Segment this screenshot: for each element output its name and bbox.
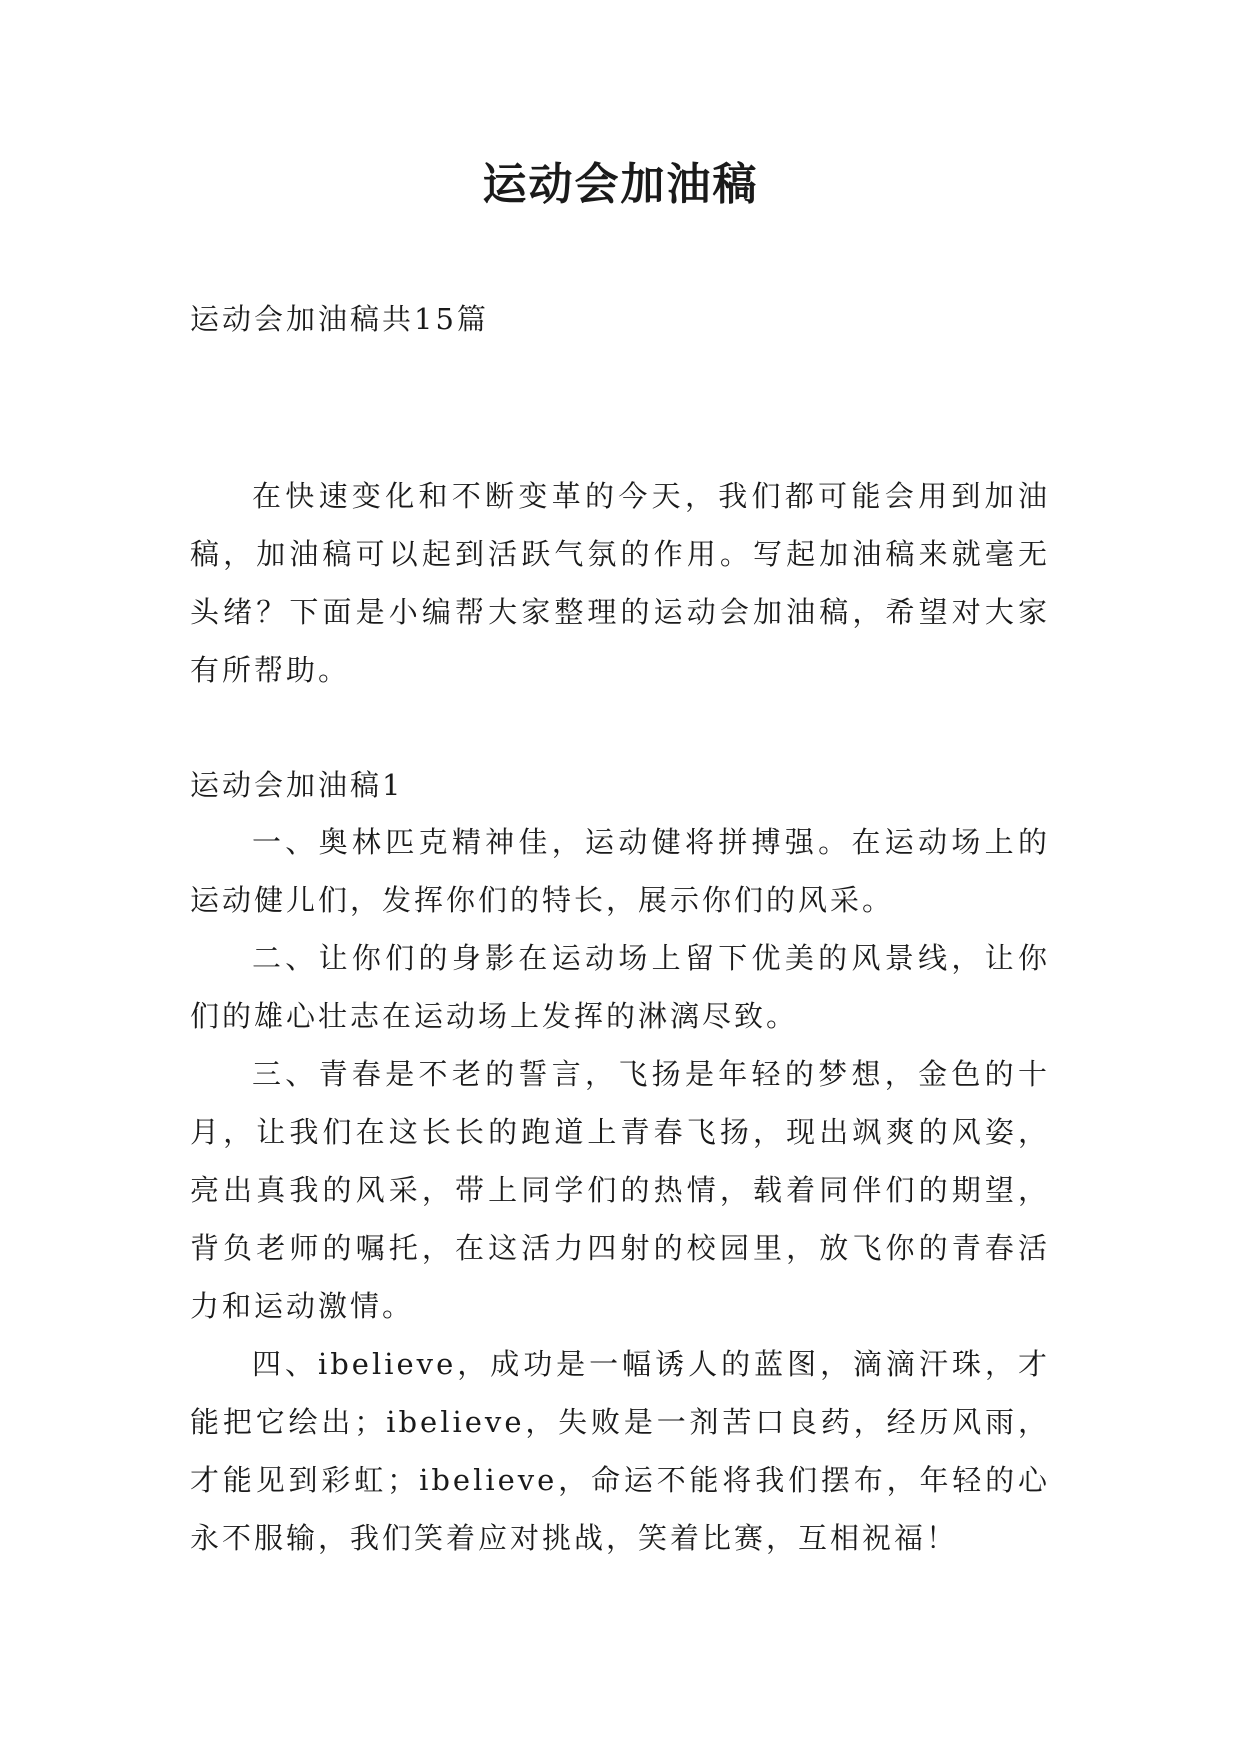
document-subtitle: 运动会加油稿共15篇	[190, 302, 489, 336]
document-title: 运动会加油稿	[482, 159, 759, 210]
intro-paragraph: 在快速变化和不断变革的今天，我们都可能会用到加油稿，加油稿可以起到活跃气氛的作用。写起加油稿来就毫无头绪？下面是小编帮大家整理的运动会加油稿，希望对大家有所帮助。	[190, 479, 1050, 687]
body-paragraph: 一、奥林匹克精神佳，运动健将拼搏强。在运动场上的运动健儿们，发挥你们的特长，展示你们的风采。	[190, 825, 1050, 917]
body-paragraph: 四、ibelieve，成功是一幅诱人的蓝图，滴滴汗珠，才能把它绘出；ibelieve，失败是一剂苦口良药，经历风雨，才能见到彩虹；ibelieve，命运不能将我们摆布，年轻的心永不服输，我们笑着应对挑战，笑着比赛，互相祝福！	[190, 1347, 1050, 1555]
body-paragraph: 二、让你们的身影在运动场上留下优美的风景线，让你们的雄心壮志在运动场上发挥的淋漓尽致。	[190, 941, 1050, 1033]
section-body	[190, 813, 1050, 1567]
section-heading: 运动会加油稿1	[190, 768, 404, 802]
body-paragraph: 三、青春是不老的誓言，飞扬是年轻的梦想，金色的十月，让我们在这长长的跑道上青春飞扬，现出飒爽的风姿，亮出真我的风采，带上同学们的热情，载着同伴们的期望，背负老师的嘱托，在这活力四射的校园里，放飞你的青春活力和运动激情。	[190, 1057, 1050, 1323]
